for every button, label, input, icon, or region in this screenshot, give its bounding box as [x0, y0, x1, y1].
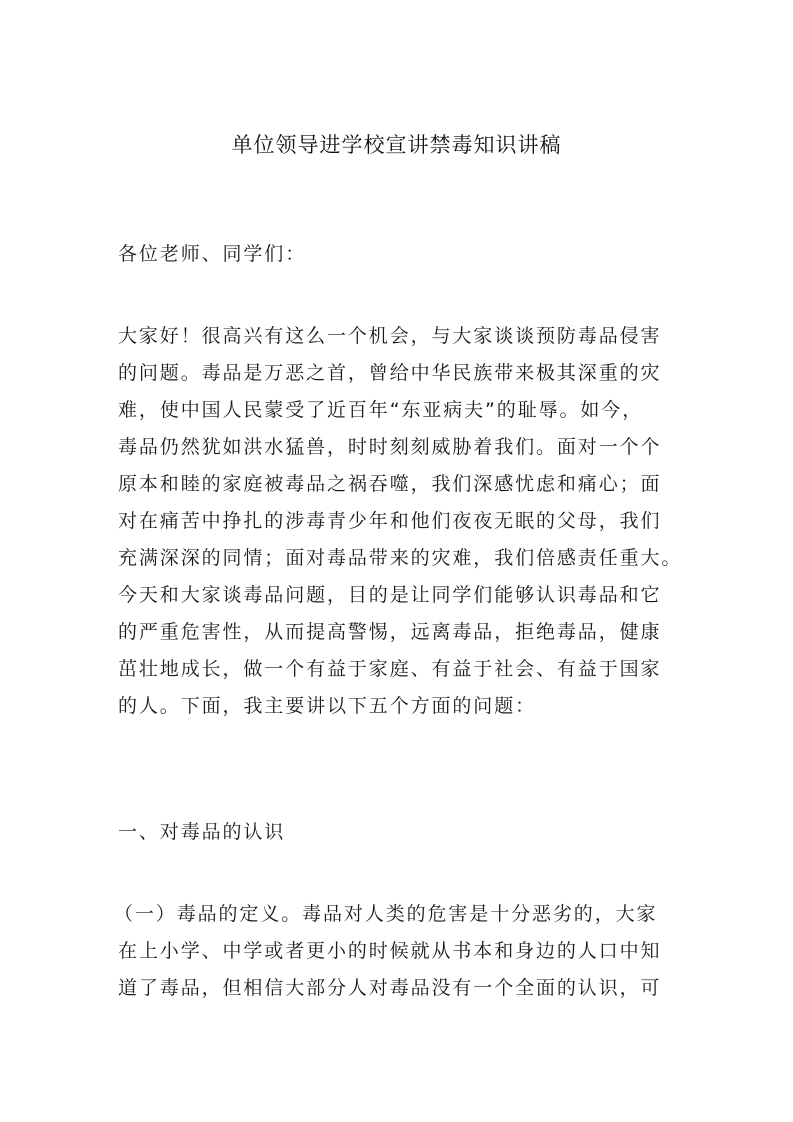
paragraph-line: 茁壮地成长，做一个有益于家庭、有益于社会、有益于国家 [118, 658, 662, 680]
paragraph-line: 的严重危害性，从而提高警惕，远离毒品，拒绝毒品，健康 [118, 621, 662, 643]
paragraph-line: 大家好！很高兴有这么一个机会，与大家谈谈预防毒品侵害 [118, 325, 662, 347]
paragraph-line: 的问题。毒品是万恶之首，曾给中华民族带来极其深重的灾 [118, 362, 662, 384]
paragraph-line: 的人。下面，我主要讲以下五个方面的问题： [118, 695, 537, 717]
paragraph-line: 难，使中国人民蒙受了近百年“东亚病夫”的耻辱。如今， [118, 399, 644, 421]
document-title: 单位领导进学校宣讲禁毒知识讲稿 [231, 133, 562, 157]
paragraph-line: 毒品仍然犹如洪水猛兽，时时刻刻威胁着我们。面对一个个 [118, 436, 662, 458]
paragraph-line: 在上小学、中学或者更小的时候就从书本和身边的人口中知 [118, 940, 662, 962]
paragraph-line: 今天和大家谈毒品问题，目的是让同学们能够认识毒品和它 [118, 584, 662, 606]
salutation: 各位老师、同学们： [118, 243, 307, 265]
paragraph-line: 对在痛苦中挣扎的涉毒青少年和他们夜夜无眠的父母，我们 [118, 510, 662, 532]
paragraph-line: （一）毒品的定义。毒品对人类的危害是十分恶劣的，大家 [114, 903, 658, 925]
paragraph-line: 充满深深的同情；面对毒品带来的灾难，我们倍感责任重大。 [118, 547, 683, 569]
section-heading: 一、对毒品的认识 [118, 821, 286, 843]
paragraph-line: 道了毒品，但相信大部分人对毒品没有一个全面的认识，可 [118, 977, 662, 999]
paragraph-line: 原本和睦的家庭被毒品之祸吞噬，我们深感忧虑和痛心；面 [118, 473, 662, 495]
